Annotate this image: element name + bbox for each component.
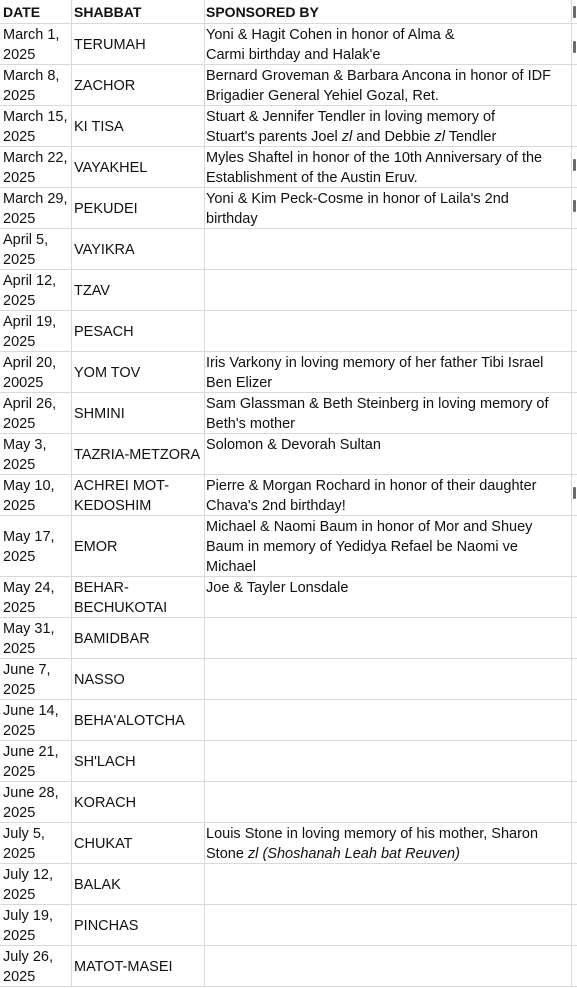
edge-cell — [572, 65, 577, 105]
table-row — [0, 147, 577, 188]
shabbat-text: NASSO — [74, 671, 125, 688]
shabbat-cell[interactable] — [72, 823, 205, 863]
shabbat-text: BEHAR-BECHUKOTAI — [74, 579, 168, 616]
shabbat-cell[interactable] — [72, 946, 205, 986]
shabbat-text: TZAV — [74, 282, 110, 299]
edge-cell — [572, 864, 577, 904]
sponsor-text: Stone zl (Shoshanah Leah bat Reuven) — [206, 846, 460, 862]
shabbat-cell[interactable] — [72, 311, 205, 351]
date-cell[interactable] — [0, 618, 72, 658]
italic-text: zl — [341, 129, 353, 145]
table-row — [0, 352, 577, 393]
date-text: March 15, — [3, 109, 68, 125]
date-text: 2025 — [3, 641, 36, 657]
sponsor-text: Chava's 2nd birthday! — [206, 498, 346, 514]
italic-text: (Shoshanah Leah bat Reuven) — [262, 846, 460, 862]
date-text: 20025 — [3, 375, 44, 391]
date-cell[interactable] — [0, 782, 72, 822]
date-text: May 31, — [3, 621, 55, 637]
date-text: June 7, — [3, 662, 51, 678]
edge-column — [572, 0, 577, 23]
sponsor-cell[interactable] — [205, 393, 572, 433]
clipped-cell-marker — [573, 6, 576, 18]
table-row — [0, 311, 577, 352]
shabbat-cell[interactable] — [72, 147, 205, 187]
shabbat-cell[interactable] — [72, 393, 205, 433]
date-text: May 3, — [3, 437, 47, 453]
shabbat-text: BAMIDBAR — [74, 630, 150, 647]
edge-cell — [572, 311, 577, 351]
date-cell[interactable] — [0, 24, 72, 64]
sponsor-cell[interactable] — [205, 659, 572, 699]
edge-cell — [572, 24, 577, 64]
sponsor-cell[interactable] — [205, 65, 572, 105]
date-text: 2025 — [3, 600, 36, 616]
date-text: 2025 — [3, 805, 36, 821]
edge-cell — [572, 618, 577, 658]
sponsor-cell[interactable] — [205, 352, 572, 392]
sponsor-text: Stuart & Jennifer Tendler in loving memory of — [206, 109, 496, 125]
sponsor-cell[interactable] — [205, 434, 572, 474]
sponsor-cell[interactable] — [205, 24, 572, 64]
shabbat-cell[interactable] — [72, 65, 205, 105]
table-row — [0, 65, 577, 106]
date-cell[interactable] — [0, 823, 72, 863]
sponsor-text: Ben Elizer — [206, 375, 273, 391]
date-text: July 19, — [3, 908, 53, 924]
date-text: April 19, — [3, 314, 57, 330]
sponsor-text: Joe & Tayler Lonsdale — [206, 580, 349, 596]
sponsor-text: birthday — [206, 211, 258, 227]
table-row — [0, 188, 577, 229]
date-cell[interactable] — [0, 946, 72, 986]
table-body — [0, 24, 577, 987]
date-text: 2025 — [3, 211, 36, 227]
sponsor-cell[interactable] — [205, 475, 572, 515]
sponsor-cell[interactable] — [205, 946, 572, 986]
shabbat-text: KI TISA — [74, 118, 124, 135]
shabbat-text: PESACH — [74, 323, 134, 340]
sponsor-text: Pierre & Morgan Rochard in honor of their daughter — [206, 478, 537, 494]
date-text: March 1, — [3, 27, 60, 43]
sponsor-text: Louis Stone in loving memory of his mother, Sharon — [206, 826, 539, 842]
date-cell[interactable] — [0, 905, 72, 945]
edge-cell — [572, 188, 577, 228]
shabbat-cell[interactable] — [72, 434, 205, 474]
header-date[interactable]: DATE — [0, 0, 72, 23]
shabbat-text: YOM TOV — [74, 364, 141, 381]
sponsor-cell[interactable] — [205, 823, 572, 863]
edge-cell — [572, 659, 577, 699]
date-cell[interactable] — [0, 516, 72, 576]
sponsor-text: Establishment of the Austin Eruv. — [206, 170, 418, 186]
shabbat-cell[interactable] — [72, 475, 205, 515]
edge-cell — [572, 741, 577, 781]
date-text: 2025 — [3, 416, 36, 432]
shabbat-text: BALAK — [74, 876, 121, 893]
table-row — [0, 864, 577, 905]
date-cell[interactable] — [0, 352, 72, 392]
date-text: June 14, — [3, 703, 59, 719]
date-cell[interactable] — [0, 311, 72, 351]
table-row — [0, 106, 577, 147]
shabbat-text: TAZRIA-METZORA — [74, 446, 201, 463]
date-text: 2025 — [3, 928, 36, 944]
sponsor-text: Sam Glassman & Beth Steinberg in loving memory of — [206, 396, 549, 412]
shabbat-text: KORACH — [74, 794, 137, 811]
shabbat-cell[interactable] — [72, 864, 205, 904]
edge-cell — [572, 393, 577, 433]
date-cell[interactable] — [0, 65, 72, 105]
sponsor-text: Michael & Naomi Baum in honor of Mor and Shuey — [206, 519, 533, 535]
date-text: 2025 — [3, 969, 36, 985]
table-row — [0, 905, 577, 946]
date-text: 2025 — [3, 88, 36, 104]
date-cell[interactable] — [0, 577, 72, 617]
date-text: May 24, — [3, 580, 55, 596]
clipped-cell-marker — [573, 487, 576, 499]
sponsor-cell[interactable] — [205, 147, 572, 187]
clipped-cell-marker — [573, 200, 576, 212]
edge-cell — [572, 106, 577, 146]
edge-cell — [572, 270, 577, 310]
sponsor-text: Beth's mother — [206, 416, 296, 432]
sponsor-text: Myles Shaftel in honor of the 10th Anniversary of the — [206, 150, 543, 166]
edge-cell — [572, 229, 577, 269]
sponsor-cell[interactable] — [205, 741, 572, 781]
date-text: 2025 — [3, 723, 36, 739]
date-text: 2025 — [3, 170, 36, 186]
shabbat-cell[interactable] — [72, 905, 205, 945]
clipped-cell-marker — [573, 41, 576, 53]
date-text: 2025 — [3, 293, 36, 309]
shabbat-cell[interactable] — [72, 659, 205, 699]
italic-text: zl — [247, 846, 259, 862]
date-cell[interactable] — [0, 434, 72, 474]
shabbat-cell[interactable] — [72, 229, 205, 269]
shabbat-text: ZACHOR — [74, 77, 136, 94]
date-text: 2025 — [3, 682, 36, 698]
date-cell[interactable] — [0, 188, 72, 228]
date-cell[interactable] — [0, 700, 72, 740]
header-row — [0, 0, 577, 24]
date-text: 2025 — [3, 764, 36, 780]
date-text: July 26, — [3, 949, 53, 965]
date-cell[interactable] — [0, 147, 72, 187]
shabbat-text: PINCHAS — [74, 917, 139, 934]
table-row — [0, 618, 577, 659]
sponsor-cell[interactable] — [205, 782, 572, 822]
shabbat-cell[interactable] — [72, 700, 205, 740]
date-text: April 26, — [3, 396, 57, 412]
sponsor-cell[interactable] — [205, 106, 572, 146]
date-text: May 10, — [3, 478, 55, 494]
date-cell[interactable] — [0, 475, 72, 515]
table-row — [0, 823, 577, 864]
shabbat-text: EMOR — [74, 538, 118, 555]
table-row — [0, 659, 577, 700]
edge-cell — [572, 475, 577, 515]
shabbat-cell[interactable] — [72, 782, 205, 822]
table-row — [0, 393, 577, 434]
sponsor-text: Yoni & Hagit Cohen in honor of Alma & — [206, 27, 455, 43]
date-text: 2025 — [3, 47, 36, 63]
date-cell[interactable] — [0, 741, 72, 781]
date-cell[interactable] — [0, 270, 72, 310]
date-text: March 29, — [3, 191, 68, 207]
edge-cell — [572, 946, 577, 986]
date-text: 2025 — [3, 129, 36, 145]
table-row — [0, 700, 577, 741]
sponsor-text: Iris Varkony in loving memory of her father Tibi Israel — [206, 355, 544, 371]
sponsor-cell[interactable] — [205, 905, 572, 945]
table-row — [0, 434, 577, 475]
date-text: 2025 — [3, 498, 36, 514]
edge-cell — [572, 147, 577, 187]
date-text: 2025 — [3, 846, 36, 862]
date-cell[interactable] — [0, 659, 72, 699]
table-row — [0, 24, 577, 65]
shabbat-cell[interactable] — [72, 188, 205, 228]
shabbat-text: TERUMAH — [74, 36, 146, 53]
shabbat-text: SHMINI — [74, 405, 125, 422]
date-text: April 12, — [3, 273, 57, 289]
date-text: 2025 — [3, 457, 36, 473]
date-text: March 8, — [3, 68, 60, 84]
edge-cell — [572, 782, 577, 822]
table-row — [0, 270, 577, 311]
sponsor-cell[interactable] — [205, 311, 572, 351]
edge-cell — [572, 905, 577, 945]
shabbat-cell[interactable] — [72, 741, 205, 781]
date-text: 2025 — [3, 252, 36, 268]
date-text: June 28, — [3, 785, 59, 801]
edge-cell — [572, 577, 577, 617]
edge-cell — [572, 823, 577, 863]
edge-cell — [572, 352, 577, 392]
shabbat-cell[interactable] — [72, 516, 205, 576]
edge-cell — [572, 434, 577, 474]
shabbat-text: BEHA'ALOTCHA — [74, 712, 185, 729]
date-text: 2025 — [3, 549, 36, 565]
sponsor-text: Carmi birthday and Halak'e — [206, 47, 381, 63]
header-shabbat[interactable]: SHABBAT — [72, 0, 205, 23]
date-cell[interactable] — [0, 229, 72, 269]
sponsor-cell[interactable] — [205, 229, 572, 269]
date-text: July 12, — [3, 867, 53, 883]
shabbat-cell[interactable] — [72, 270, 205, 310]
italic-text: zl — [434, 129, 445, 145]
sponsor-text: Baum in memory of Yedidya Refael be Naomi ve — [206, 539, 518, 555]
table-row — [0, 229, 577, 270]
sponsor-cell[interactable] — [205, 188, 572, 228]
sponsor-cell[interactable] — [205, 270, 572, 310]
sponsor-text: Yoni & Kim Peck-Cosme in honor of Laila's 2nd — [206, 191, 509, 207]
shabbat-cell[interactable] — [72, 24, 205, 64]
shabbat-cell[interactable] — [72, 106, 205, 146]
date-text: March 22, — [3, 150, 68, 166]
table-row — [0, 475, 577, 516]
shabbat-text: PEKUDEI — [74, 200, 138, 217]
sponsor-text: Solomon & Devorah Sultan — [206, 437, 381, 453]
shabbat-text: CHUKAT — [74, 835, 133, 852]
sponsor-text: Stuart's parents Joel zl and Debbie zl Tendler — [206, 129, 497, 145]
edge-cell — [572, 516, 577, 576]
date-text: April 5, — [3, 232, 49, 248]
shabbat-cell[interactable] — [72, 577, 205, 617]
date-text: 2025 — [3, 887, 36, 903]
date-text: July 5, — [3, 826, 45, 842]
shabbat-text: SH'LACH — [74, 753, 136, 770]
date-text: 2025 — [3, 334, 36, 350]
table-row — [0, 741, 577, 782]
sponsor-text: Bernard Groveman & Barbara Ancona in honor of IDF — [206, 68, 551, 84]
sponsor-text: Michael — [206, 559, 256, 575]
date-cell[interactable] — [0, 864, 72, 904]
sponsor-text: Brigadier General Yehiel Gozal, Ret. — [206, 88, 439, 104]
table-row — [0, 577, 577, 618]
shabbat-cell[interactable] — [72, 618, 205, 658]
shabbat-text: MATOT-MASEI — [74, 958, 173, 975]
sponsor-cell[interactable] — [205, 516, 572, 576]
table-row — [0, 782, 577, 823]
edge-cell — [572, 700, 577, 740]
shabbat-text: VAYAKHEL — [74, 159, 148, 176]
sponsor-cell[interactable] — [205, 700, 572, 740]
sponsor-cell[interactable] — [205, 864, 572, 904]
clipped-cell-marker — [573, 159, 576, 171]
table-row — [0, 946, 577, 987]
date-cell[interactable] — [0, 393, 72, 433]
sponsor-cell[interactable] — [205, 618, 572, 658]
date-text: May 17, — [3, 529, 55, 545]
sponsor-cell[interactable] — [205, 577, 572, 617]
table-row — [0, 516, 577, 577]
shabbat-text: VAYIKRA — [74, 241, 135, 258]
header-sponsored-by[interactable]: SPONSORED BY — [205, 0, 572, 23]
date-cell[interactable] — [0, 106, 72, 146]
shabbat-cell[interactable] — [72, 352, 205, 392]
date-text: April 20, — [3, 355, 57, 371]
shabbat-text: ACHREI MOT-KEDOSHIM — [74, 477, 170, 514]
date-text: June 21, — [3, 744, 59, 760]
